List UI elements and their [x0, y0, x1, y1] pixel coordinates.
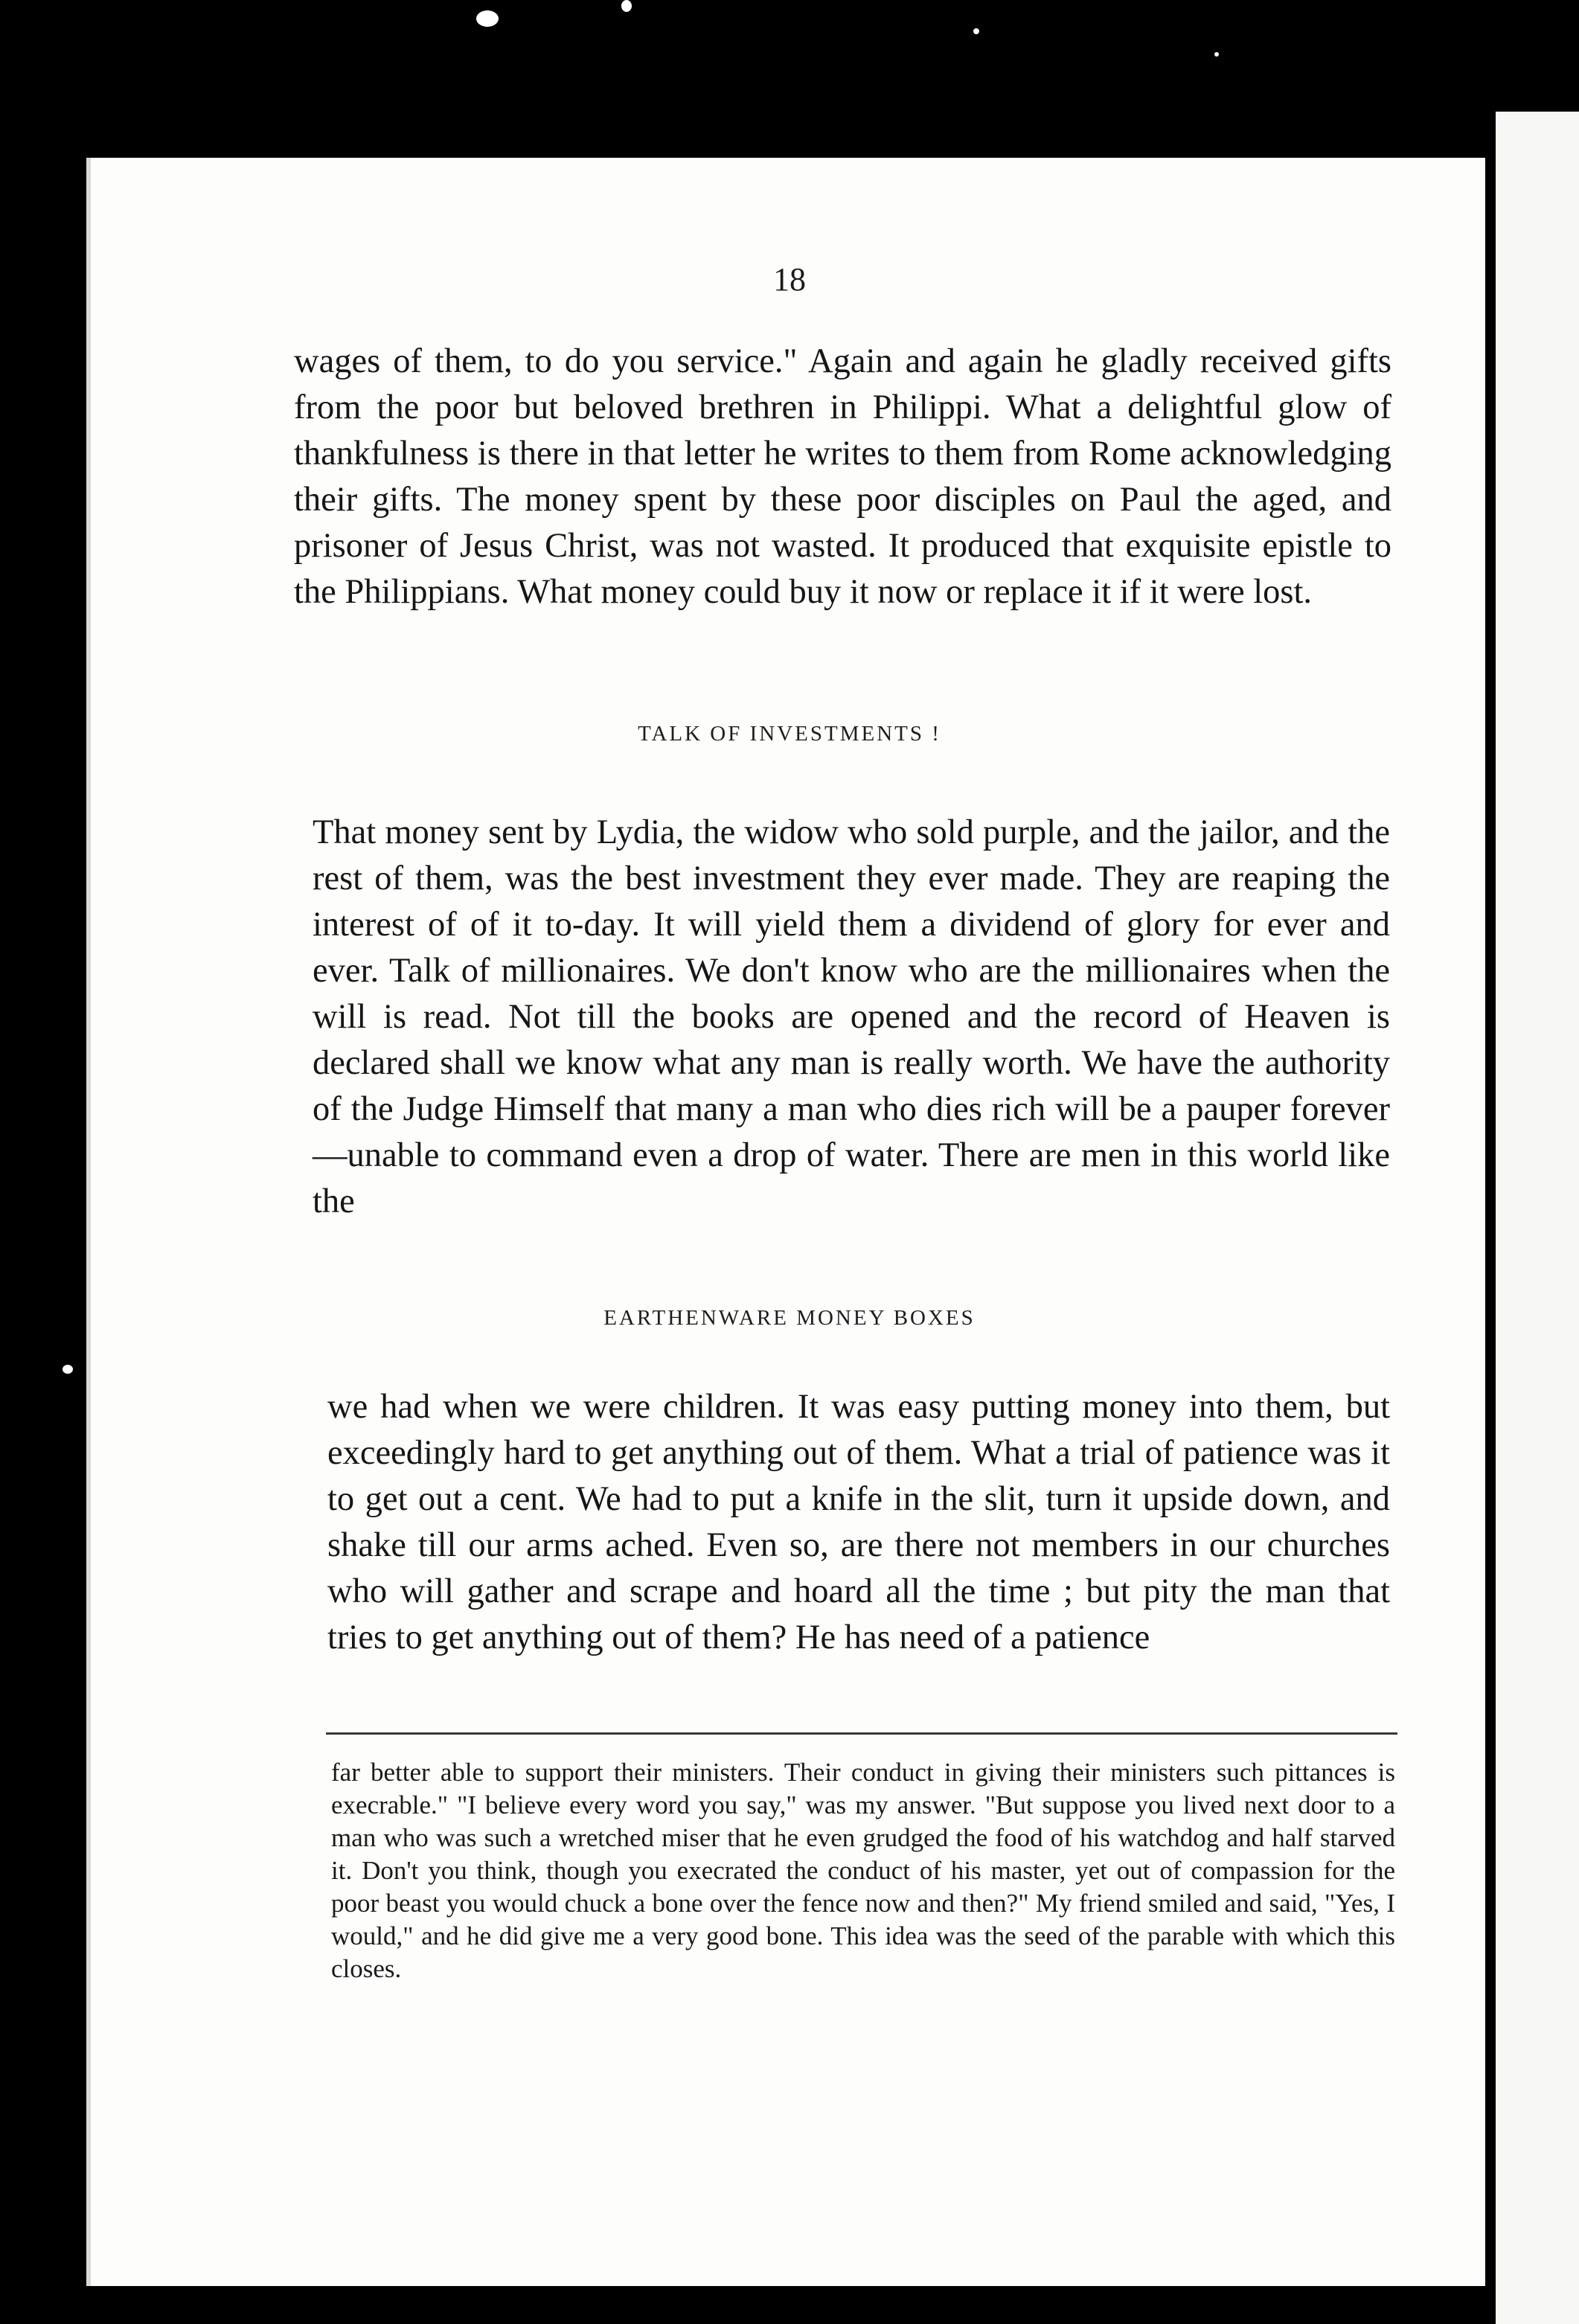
dust-speck — [1214, 52, 1219, 57]
footnote-text: far better able to support their ministers. Their conduct in giving their ministers such pittances is execrable." "I believe every word you say," was my answer. "But suppose you lived next door to a man who was such a wretched miser that he even grudged the food of his watchdog and half starved it. Don't you think, though you execrated the conduct of his master, yet out of compassion for the poor beast you would chuck a bone over the fence now and then?" My friend smiled and said, "Yes, I would," and he did give me a very good bone. This idea was the seed of the parable with which this closes. — [331, 1758, 1395, 1983]
adjacent-page-edge — [1496, 112, 1579, 2324]
section-heading-investments: TALK OF INVESTMENTS ! — [638, 722, 941, 746]
paragraph-1: wages of them, to do you service." Again and again he gladly received gifts from the poor but beloved brethren in Philippi. What a delightful glow of thankfulness is there in that letter he writes to them from Rome acknowledging their gifts. The money spent by these poor disciples on Paul the aged, and prisoner of Jesus Christ, was not wasted. It produced that exquisite epistle to the Philippians. What money could buy it now or replace it if it were lost. — [294, 342, 1391, 611]
page-number: 18 — [773, 261, 806, 298]
dust-speck — [63, 1365, 73, 1374]
paragraph-2: That money sent by Lydia, the widow who sold purple, and the jailor, and the rest of them, was the best investment they ever made. They are reaping the interest of of it to-day. It will yield them a dividend of glory for ever and ever. Talk of millionaires. We don't know who are the millionaires when the will is read. Not till the books are opened and the record of Heaven is declared shall we know what any man is really worth. We have the authority of the Judge Himself that many a man who dies rich will be a pauper forever—unable to command even a drop of water. There are men in this world like the — [313, 813, 1390, 1220]
paragraph-3: we had when we were children. It was easy putting money into them, but exceedingly hard to get anything out of them. What a trial of patience was it to get out a cent. We had to put a knife in the slit, turn it upside down, and shake till our arms ached. Even so, are there not members in our churches who will gather and scrape and hoard all the time ; but pity the man that tries to get anything out of them? He has need of a patience — [327, 1388, 1390, 1656]
paragraph-1-block — [294, 339, 1391, 615]
paragraph-2-block — [313, 810, 1390, 1225]
dust-speck — [621, 0, 632, 12]
dust-speck — [476, 10, 499, 27]
footnote-divider — [326, 1732, 1397, 1735]
paragraph-3-block — [327, 1384, 1390, 1661]
section-heading-money-boxes: EARTHENWARE MONEY BOXES — [603, 1306, 976, 1330]
dust-speck — [973, 28, 979, 34]
